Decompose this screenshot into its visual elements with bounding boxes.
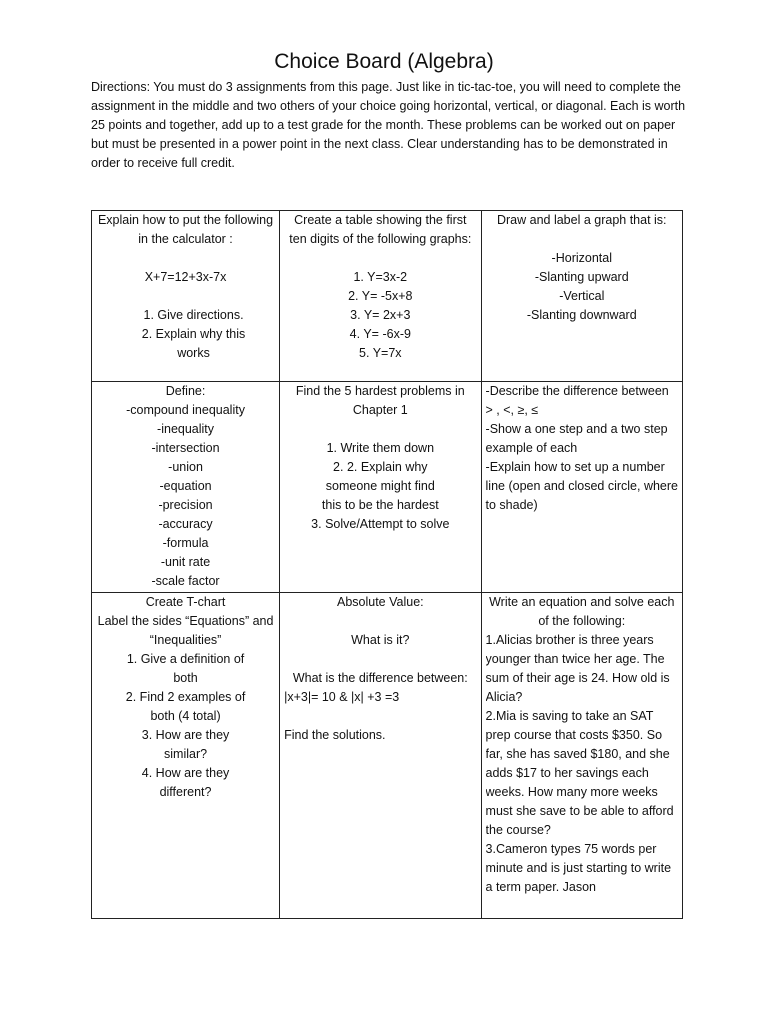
list-item: -Show a one step and a two step example of each <box>485 422 668 455</box>
list-item: -precision <box>158 498 213 512</box>
list-item: 3. How are they <box>141 728 230 742</box>
cell-intro: Absolute Value: <box>336 595 424 609</box>
choice-board-table <box>91 210 683 919</box>
cell-intro: Write an equation and solve each of the following: <box>489 595 675 628</box>
table-row <box>92 382 683 593</box>
table-row <box>92 211 683 382</box>
list-item: 1. Write them down <box>326 441 435 455</box>
list-item: 4. Y= -6x-9 <box>349 327 411 341</box>
list-item: -Slanting downward <box>526 308 637 322</box>
list-item: both <box>173 671 198 685</box>
list-item: 3. Solve/Attempt to solve <box>311 517 450 531</box>
list-item: 2. 2. Explain why <box>333 460 428 474</box>
equation-text: X+7=12+3x-7x <box>144 270 227 284</box>
list-item: works <box>177 346 210 360</box>
list-item: -unit rate <box>160 555 211 569</box>
list-item: this to be the hardest <box>321 498 439 512</box>
table-row <box>92 593 683 919</box>
cell-absolute-value <box>280 593 481 919</box>
cell-subtitle: Label the sides “Equations” and “Inequalities” <box>97 614 274 647</box>
list-item: 2. Explain why this <box>141 327 246 341</box>
cell-hardest-problems <box>280 382 481 593</box>
cell-table-of-graphs <box>280 211 481 382</box>
cell-draw-graph <box>481 211 682 382</box>
list-item: 2.Mia is saving to take an SAT prep course that costs $350. So far, she has saved $180, and she adds $17 to her savings each weeks. How many more weeks must she save to be able to afford the course? <box>485 709 674 837</box>
list-item: -compound inequality <box>126 403 245 417</box>
list-item: 4. How are they <box>141 766 230 780</box>
cell-inequality-symbols <box>481 382 682 593</box>
list-item: 1.Alicias brother is three years younger than twice her age. The sum of their age is 24. How old is Alicia? <box>485 633 670 704</box>
cell-t-chart <box>92 593 280 919</box>
list-item: 1. Give directions. <box>143 308 244 322</box>
list-item: -formula <box>162 536 209 550</box>
list-item: 3.Cameron types 75 words per minute and is just starting to write a term paper. Jason <box>485 842 672 894</box>
expression-text: |x+3|= 10 & |x| +3 =3 <box>284 690 400 704</box>
question-text: What is it? <box>351 633 410 647</box>
list-item: 2. Find 2 examples of <box>125 690 246 704</box>
cell-intro: Create a table showing the first ten digits of the following graphs: <box>289 213 472 246</box>
list-item: -inequality <box>157 422 215 436</box>
question-text: What is the difference between: <box>292 671 468 685</box>
directions-paragraph: Directions: You must do 3 assignments from this page. Just like in tic-tac-toe, you will need to complete the assignment in the middle and two others of your choice going horizontal, vertical, or diagonal. Each is worth 25 points and together, add up to a test grade for the month. These problems can be worked out on paper but must be presented in a power point in the next class. Clear understanding has to be demonstrated in order to receive full credit. <box>91 80 686 170</box>
list-item: -Explain how to set up a number line (open and closed circle, where to shade) <box>485 460 678 512</box>
question-text: Find the solutions. <box>284 728 386 742</box>
cell-intro: Find the 5 hardest problems in Chapter 1 <box>295 384 465 417</box>
cell-word-problems <box>481 593 682 919</box>
cell-intro: Draw and label a graph that is: <box>496 213 667 227</box>
list-item: 5. Y=7x <box>359 346 402 360</box>
list-item: 1. Y=3x-2 <box>353 270 408 284</box>
list-item: similar? <box>164 747 208 761</box>
list-item: -scale factor <box>151 574 220 588</box>
list-item: -Describe the difference between > , <, ≥, ≤ <box>485 384 669 417</box>
list-item: someone might find <box>325 479 435 493</box>
list-item: 1. Give a definition of <box>126 652 245 666</box>
list-item: different? <box>159 785 212 799</box>
list-item: -intersection <box>151 441 220 455</box>
cell-intro: Explain how to put the following in the calculator : <box>97 213 274 246</box>
list-item: -accuracy <box>158 517 213 531</box>
list-item: 3. Y= 2x+3 <box>350 308 411 322</box>
list-item: -Slanting upward <box>534 270 629 284</box>
page-title: Choice Board (Algebra) <box>274 50 494 73</box>
cell-calculator <box>92 211 280 382</box>
list-item: -Vertical <box>559 289 605 303</box>
cell-intro: Define: <box>165 384 206 398</box>
list-item: -union <box>168 460 203 474</box>
list-item: -Horizontal <box>551 251 612 265</box>
list-item: both (4 total) <box>150 709 221 723</box>
cell-define <box>92 382 280 593</box>
cell-intro: Create T-chart <box>145 595 226 609</box>
list-item: -equation <box>159 479 212 493</box>
list-item: 2. Y= -5x+8 <box>348 289 413 303</box>
